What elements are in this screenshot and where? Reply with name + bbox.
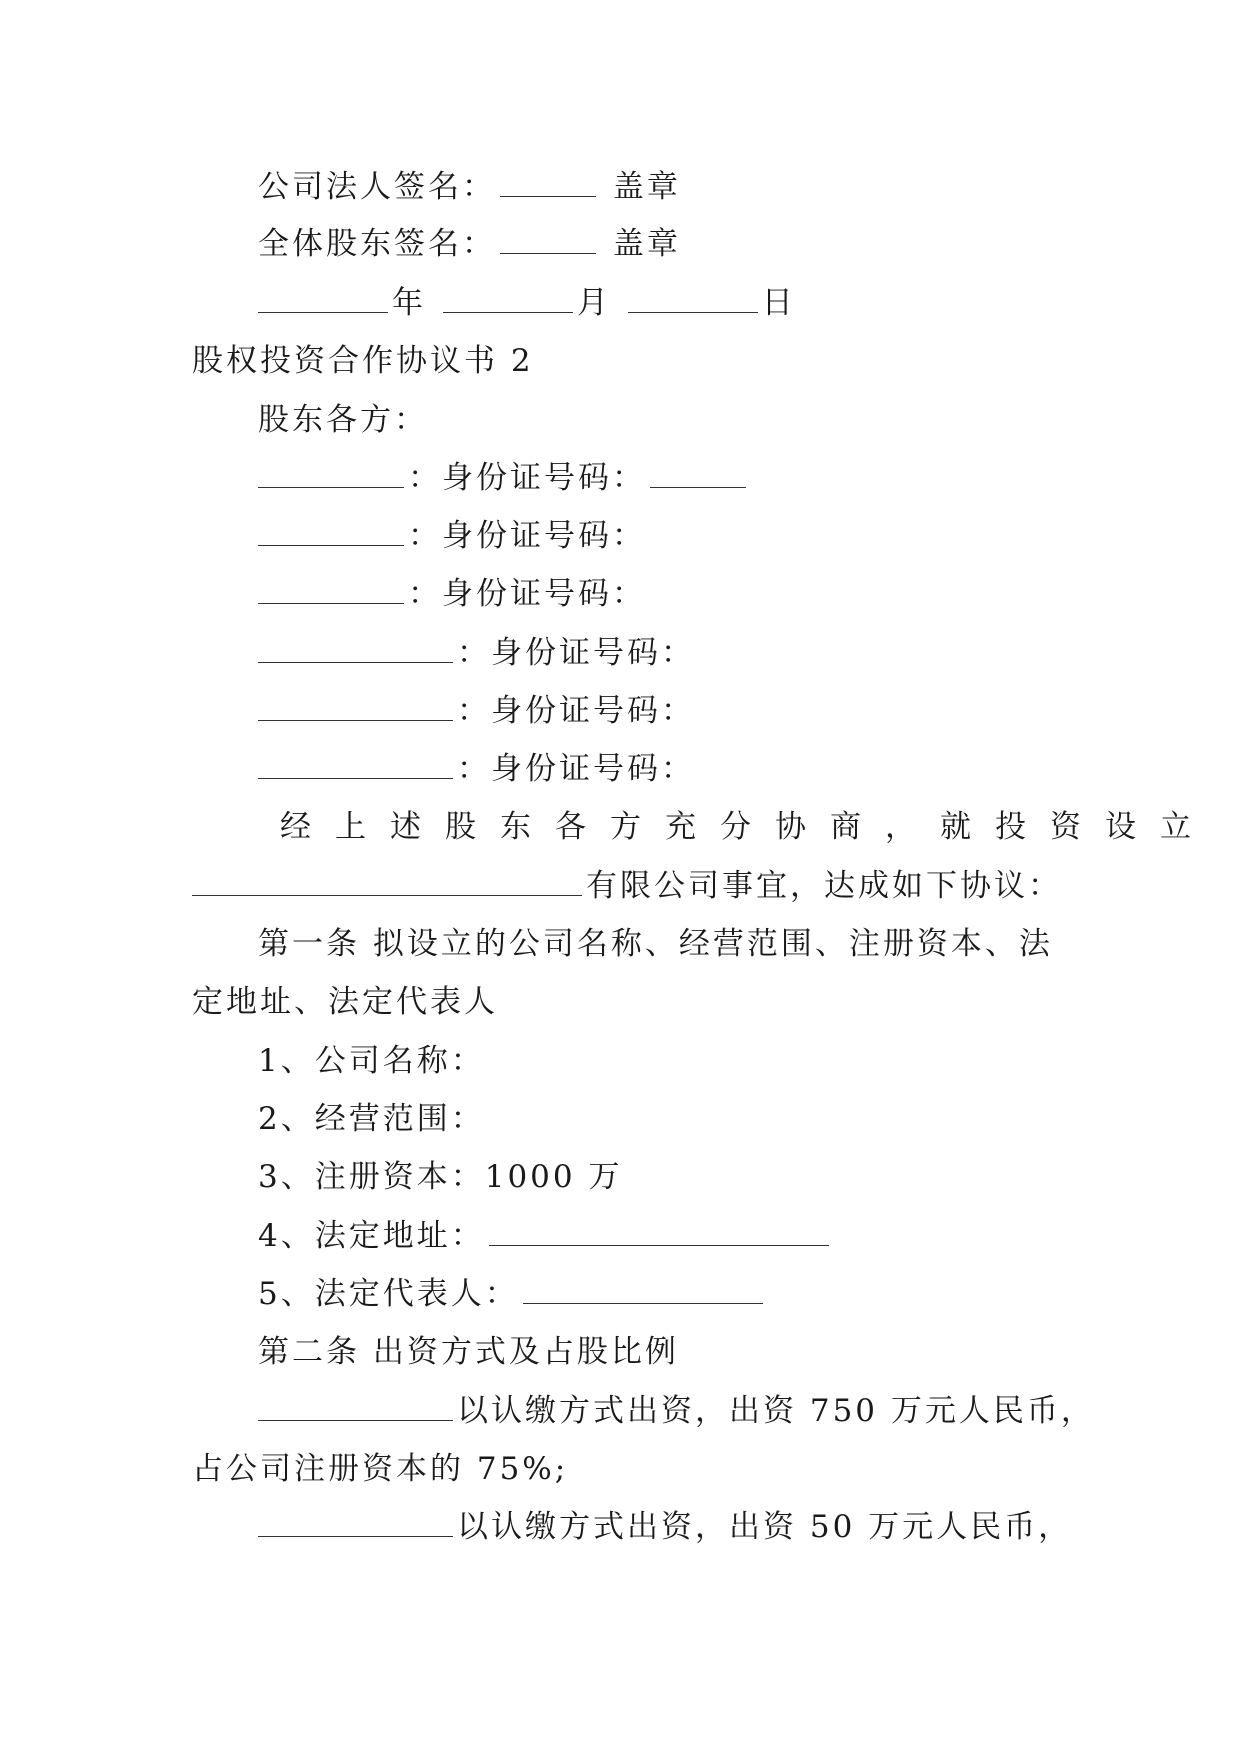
year-blank bbox=[258, 284, 388, 313]
legal-address-label: 4、法定地址： bbox=[258, 1218, 485, 1254]
contribution-text: 以认缴方式出资，出资 750 万元人民币， bbox=[457, 1393, 1095, 1429]
legal-rep-label: 5、法定代表人： bbox=[258, 1276, 519, 1312]
legal-rep-label: 公司法人签名： bbox=[258, 169, 496, 205]
item-registered-capital: 3、注册资本：1000 万 bbox=[258, 1159, 623, 1195]
contribution-text: 以认缴方式出资，出资 50 万元人民币， bbox=[457, 1509, 1073, 1545]
date-line bbox=[258, 283, 796, 323]
id-label: ：身份证号码： bbox=[457, 693, 695, 729]
name-blank bbox=[258, 634, 453, 663]
name-blank bbox=[258, 517, 404, 546]
id-label: ：身份证号码： bbox=[408, 518, 646, 554]
name-blank bbox=[258, 459, 404, 488]
name-blank bbox=[258, 575, 404, 604]
id-label: ：身份证号码： bbox=[457, 635, 695, 671]
party-row bbox=[258, 516, 646, 556]
article-2-heading: 第二条 出资方式及占股比例 bbox=[258, 1334, 679, 1370]
day-blank bbox=[628, 284, 758, 313]
party-row bbox=[258, 574, 646, 614]
parties-heading: 股东各方： bbox=[258, 402, 428, 438]
item-legal-representative bbox=[258, 1274, 767, 1314]
id-blank bbox=[650, 459, 746, 488]
item-legal-address bbox=[258, 1216, 833, 1256]
id-label: ：身份证号码： bbox=[408, 576, 646, 612]
signature-blank bbox=[500, 168, 596, 197]
id-label: ：身份证号码： bbox=[408, 460, 646, 496]
day-label: 日 bbox=[761, 285, 796, 321]
contribution-1-line-2: 占公司注册资本的 75%; bbox=[192, 1451, 569, 1487]
document-title: 股权投资合作协议书 2 bbox=[192, 343, 534, 379]
contribution-1-line-1 bbox=[258, 1391, 1095, 1431]
contribution-2-line-1 bbox=[258, 1507, 1072, 1547]
shareholders-label: 全体股东签名： bbox=[258, 226, 496, 262]
shareholders-signature-line bbox=[258, 224, 681, 264]
article-1-line-1: 第一条 拟设立的公司名称、经营范围、注册资本、法 bbox=[258, 926, 1053, 962]
item-company-name: 1、公司名称： bbox=[258, 1043, 485, 1079]
article-1-line-2: 定地址、法定代表人 bbox=[192, 984, 498, 1020]
year-label: 年 bbox=[392, 285, 426, 321]
party-row bbox=[258, 691, 695, 731]
signature-blank bbox=[500, 225, 596, 254]
month-label: 月 bbox=[576, 285, 611, 321]
preamble-line-2 bbox=[192, 866, 1062, 906]
stamp-label: 盖章 bbox=[612, 226, 681, 262]
legal-rep-blank bbox=[523, 1275, 763, 1304]
company-name-blank bbox=[192, 867, 582, 896]
shareholder-blank bbox=[258, 1508, 453, 1537]
id-label: ：身份证号码： bbox=[457, 751, 695, 787]
legal-address-blank bbox=[489, 1217, 829, 1246]
item-business-scope: 2、经营范围： bbox=[258, 1101, 485, 1137]
party-row bbox=[258, 633, 695, 673]
legal-rep-signature-line bbox=[258, 167, 681, 207]
name-blank bbox=[258, 750, 453, 779]
shareholder-blank bbox=[258, 1392, 453, 1421]
month-blank bbox=[443, 284, 573, 313]
preamble-line-1: 经上述股东各方充分协商，就投资设立 bbox=[280, 809, 1215, 845]
name-blank bbox=[258, 692, 453, 721]
stamp-label: 盖章 bbox=[612, 169, 681, 205]
party-row bbox=[258, 458, 750, 498]
party-row bbox=[258, 749, 695, 789]
preamble-text: 有限公司事宜，达成如下协议： bbox=[586, 868, 1062, 904]
